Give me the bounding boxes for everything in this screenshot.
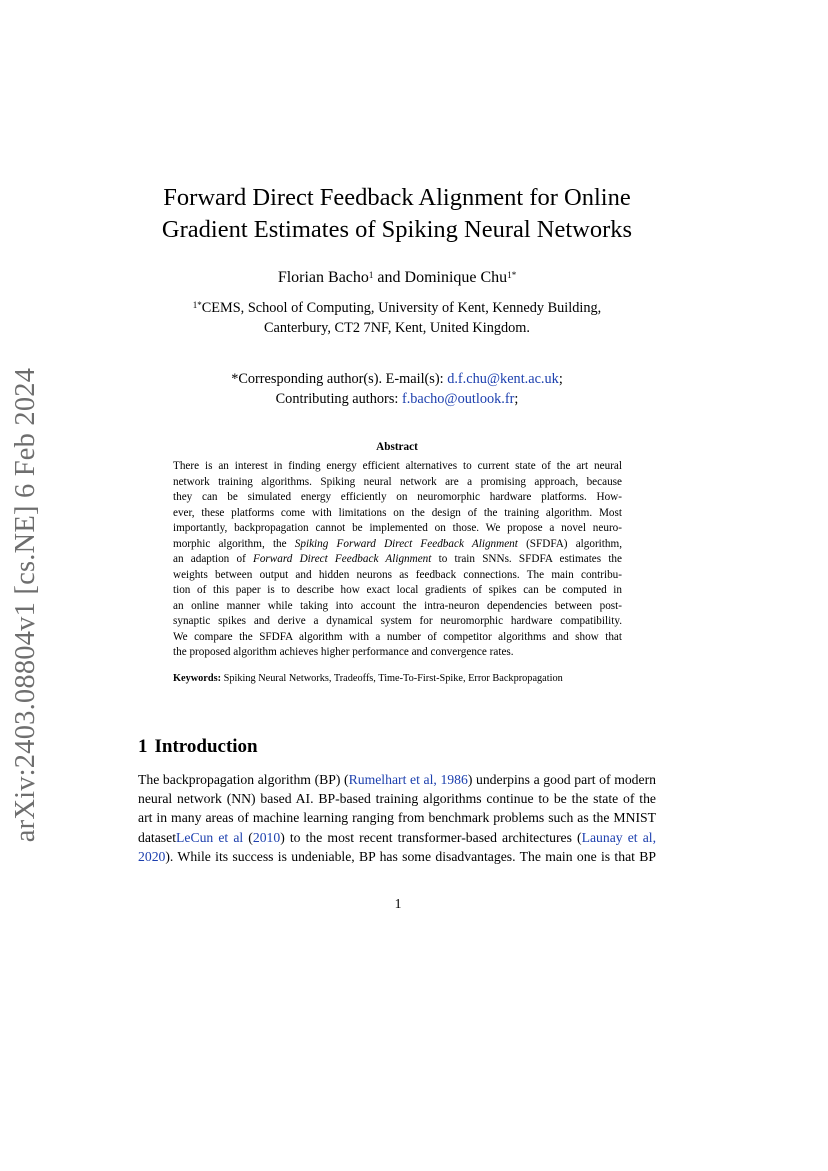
abstract-line: tion of this paper is to describe how exact local gradients of spikes can be computed in	[173, 584, 622, 596]
page-number: 1	[394, 896, 402, 911]
title-line-1: Forward Direct Feedback Alignment for Online	[163, 184, 631, 211]
body-line: datasetLeCun et al (2010) to the most recent transformer-based architectures (Launay et al,	[138, 829, 656, 845]
title-line-2: Gradient Estimates of Spiking Neural Networks	[161, 216, 633, 243]
author-connector: and	[373, 269, 405, 286]
arxiv-identifier-margin	[3, 365, 49, 845]
affiliation-line-1: $^{1*}$CEMS, School of Computing, University of Kent, Kennedy Building,	[192, 300, 602, 316]
abstract-heading: Abstract	[376, 441, 418, 453]
sfdfa-term: Spiking Forward Direct Feedback Alignment	[294, 537, 518, 550]
author-1-affiliation-mark: 1	[368, 270, 374, 280]
author-1: Florian Bacho	[277, 269, 369, 286]
fdfa-term: Forward Direct Feedback Alignment	[253, 553, 432, 565]
section-title: Introduction	[154, 736, 258, 757]
abstract-line: ever, these platforms come with limitations on the design of the training algorithm. Most	[173, 506, 622, 519]
contributing-author-line: Contributing authors: f.bacho@outlook.fr;	[275, 391, 519, 407]
body-line: The backpropagation algorithm (BP) (Rumelhart et al, 1986) underpins a good part of modern	[138, 772, 657, 787]
citation-lecun[interactable]: LeCun et al	[176, 829, 244, 845]
abstract-line: synaptic spikes and derive a dynamical system for neuromorphic hardware compatibility.	[173, 615, 622, 627]
abstract-body	[173, 459, 622, 661]
corresponding-email-link[interactable]: d.f.chu@kent.ac.uk	[447, 371, 559, 387]
affiliation-line-2: Canterbury, CT2 7NF, Kent, United Kingdom.	[264, 320, 530, 336]
keywords	[173, 671, 622, 686]
citation-lecun-year[interactable]: 2010	[252, 829, 281, 845]
corresponding-author-line: *Corresponding author(s). E-mail(s): d.f.chu@kent.ac.uk;	[231, 371, 563, 387]
abstract-line: an adaption of Forward Direct Feedback Alignment to train SNNs. SFDFA estimates the	[173, 553, 622, 565]
body-line: 2020). While its success is undeniable, BP has some disadvantages. The main one is that BP	[138, 848, 656, 864]
abstract-line: We compare the SFDFA algorithm with a number of competitor algorithms and show that	[173, 630, 622, 643]
citation-launay[interactable]: Launay et al	[581, 829, 653, 845]
contact-info	[150, 369, 644, 409]
author-2-affiliation-mark: 1*	[507, 270, 517, 280]
introduction-text	[138, 770, 656, 866]
abstract-line: There is an interest in finding energy efficient alternatives to current state of the art neural	[173, 460, 622, 472]
arxiv-identifier: arXiv:2403.08804v1 [cs.NE] 6 Feb 2024	[10, 367, 42, 843]
section-number: 1	[138, 736, 148, 757]
author-2: Dominique Chu	[404, 269, 508, 286]
author-list	[150, 267, 644, 289]
keywords-label: Keywords:	[173, 673, 222, 684]
citation-rumelhart[interactable]: Rumelhart et al, 1986	[348, 772, 468, 787]
abstract-line: importantly, backpropagation cannot be implemented on those. We propose a novel neuro-	[173, 522, 622, 534]
affiliation	[150, 298, 644, 338]
citation-launay-year[interactable]: 2020	[138, 848, 166, 864]
abstract-line: an online manner while taking into account the intra-neuron dependencies between post-	[173, 599, 622, 612]
contributing-email-link[interactable]: f.bacho@outlook.fr	[401, 391, 515, 407]
abstract-line: network training algorithms. Spiking neural network are a promising approach, because	[173, 475, 622, 488]
keywords-list: Spiking Neural Networks, Tradeoffs, Time-To-First-Spike, Error Backpropagation	[221, 673, 563, 684]
abstract-line: morphic algorithm, the Spiking Forward Direct Feedback Alignment (SFDFA) algorithm,	[173, 537, 622, 550]
section-heading	[138, 736, 258, 758]
body-line: art in many areas of machine learning ranging from benchmark problems such as the MNIST	[138, 810, 656, 826]
abstract-line: they can be simulated energy efficiently on neuromorphic hardware platforms. How-	[173, 491, 622, 503]
paper-title	[150, 182, 644, 246]
abstract-line: weights between output and hidden neurons as feedback connections. The main contribu-	[173, 568, 622, 581]
body-line: neural network (NN) based AI. BP-based training algorithms continue to be the state of the	[138, 791, 656, 807]
affiliation-mark: 1*	[192, 300, 202, 310]
abstract-line: the proposed algorithm achieves higher performance and convergence rates.	[173, 646, 514, 658]
